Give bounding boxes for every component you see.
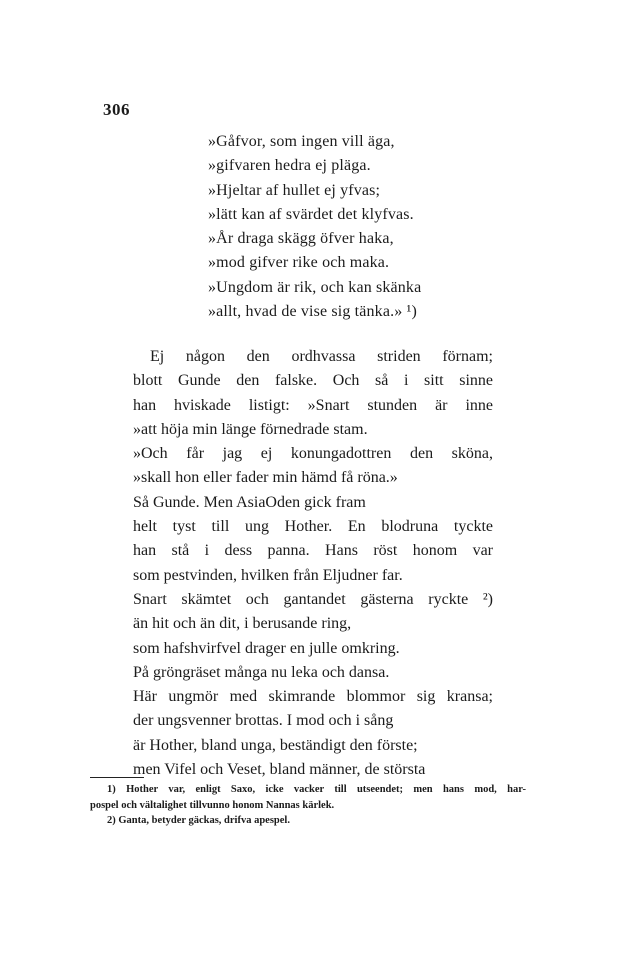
stanza-line: »gifvaren hedra ej pläga. (208, 157, 371, 175)
stanza-line: »allt, hvad de vise sig tänka.» ¹) (208, 303, 417, 321)
body-line: Ej någon den ordhvassa striden förnam; (150, 348, 493, 365)
body-line: Snart skämtet och gantandet gästerna ryckte ²) (133, 590, 493, 608)
body-line: som hafshvirfvel drager en julle omkring. (133, 639, 400, 657)
body-line: men Vifel och Veset, bland männer, de största (133, 761, 426, 779)
stanza-line: »Ungdom är rik, och kan skänka (208, 278, 422, 296)
body-line: han hviskade listigt: »Snart stunden är inne (133, 396, 493, 414)
footnote-line: 1) Hother var, enligt Saxo, icke vacker till utseendet; men hans mod, har- (107, 784, 526, 795)
body-line: Så Gunde. Men AsiaOden gick fram (133, 493, 366, 511)
body-line: »Och får jag ej konungadottren den sköna, (133, 445, 493, 463)
footnote-line: 2) Ganta, betyder gäckas, drifva apespel. (107, 815, 290, 826)
body-verse (133, 345, 493, 782)
body-line: än hit och än dit, i berusande ring, (133, 615, 352, 633)
page-number: 306 (103, 100, 130, 119)
stanza-line: »År draga skägg öfver haka, (208, 230, 394, 248)
body-line: der ungsvenner brottas. I mod och i sång (133, 712, 394, 730)
stanza-line: »Gåfvor, som ingen vill äga, (208, 133, 395, 150)
verse-stanza (208, 130, 421, 324)
footnote-line: pospel och vältalighet tillvunno honom Nannas kärlek. (90, 799, 335, 811)
body-line: är Hother, bland unga, beständigt den förste; (133, 736, 418, 754)
body-line: »att höja min länge förnedrade stam. (133, 420, 368, 438)
body-line: som pestvinden, hvilken från Eljudner far. (133, 566, 403, 584)
body-line: På gröngräset många nu leka och dansa. (133, 663, 390, 681)
body-line: helt tyst till ung Hother. En blodruna tyckte (133, 518, 493, 536)
stanza-line: »Hjeltar af hullet ej yfvas; (208, 181, 381, 199)
body-line: han stå i dess panna. Hans röst honom var (133, 542, 493, 560)
stanza-line: »lätt kan af svärdet det klyfvas. (208, 205, 414, 223)
body-line: »skall hon eller fader min hämd få röna.» (133, 469, 398, 487)
footnotes (90, 782, 526, 829)
body-line: blott Gunde den falske. Och så i sitt sinne (133, 372, 493, 390)
stanza-line: »mod gifver rike och maka. (208, 254, 390, 272)
footnote-divider (90, 777, 144, 778)
body-line: Här ungmör med skimrande blommor sig kransa; (133, 688, 493, 706)
